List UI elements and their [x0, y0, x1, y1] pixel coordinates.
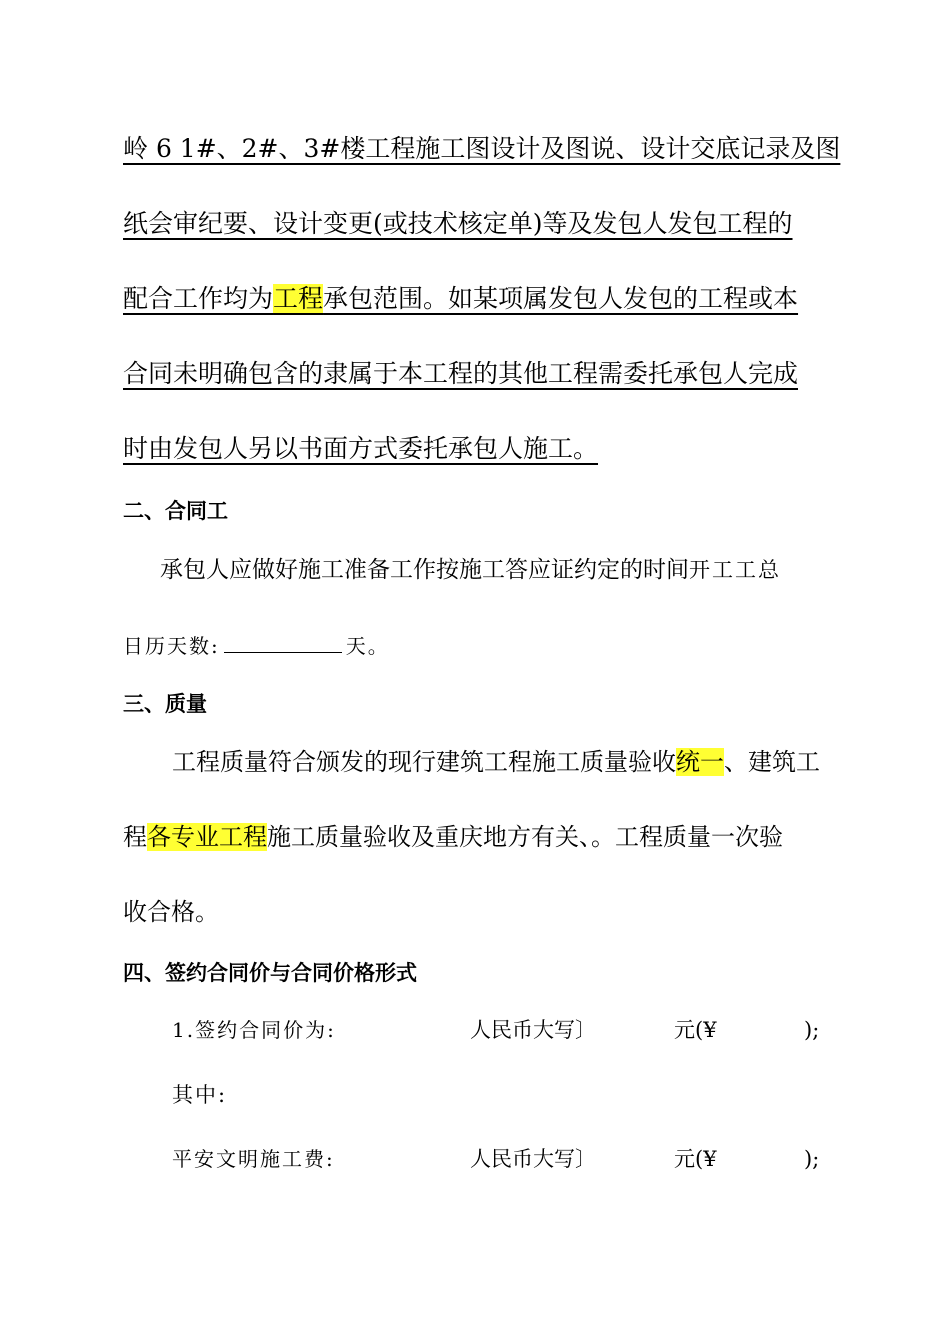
- duration-blank: [224, 632, 342, 653]
- safety-fee-daxie: 人民币大写〕: [470, 1147, 596, 1171]
- safety-fee-yuan: 元(¥: [674, 1147, 717, 1171]
- section-3-line-3: 收合格。: [123, 898, 219, 926]
- duration-label: 日历天数:: [123, 634, 220, 658]
- scope-line-1: 岭 6 1#、2#、3#楼工程施工图设计及图说、设计交底记录及图: [123, 134, 841, 163]
- section-2-para-line-2: [123, 629, 390, 663]
- contract-price-close: );: [804, 1018, 820, 1042]
- safety-fee-close: );: [804, 1147, 820, 1171]
- section-3-line-2-pre: 程: [123, 823, 147, 851]
- contract-price-daxie: 人民币大写〕: [470, 1018, 596, 1042]
- section-2-para-tail: 开工工总: [689, 558, 781, 582]
- section-2-heading: 二、合同工: [123, 499, 228, 523]
- qizhong-label: 其中:: [172, 1083, 228, 1107]
- scope-line-3: [123, 282, 798, 316]
- contract-price-label: 1.签约合同价为:: [172, 1018, 336, 1042]
- scope-line-4: 合同未明确包含的隶属于本工程的其他工程需委托承包人完成: [123, 359, 799, 388]
- section-2-para-main: 承包人应做好施工准备工作按施工答应证约定的时间: [160, 557, 689, 583]
- highlight-tongyi: 统一: [676, 748, 724, 776]
- highlight-ge-zhuanye: 各专业工程: [147, 823, 267, 851]
- safety-fee-row: [172, 1142, 832, 1176]
- section-4-heading: 四、签约合同价与合同价格形式: [123, 961, 417, 985]
- contract-price-row: [172, 1013, 832, 1047]
- section-2-para-line-1: [160, 553, 781, 587]
- section-3-line-1-pre: 工程质量符合颁发的现行建筑工程施工质量验收: [172, 748, 676, 776]
- contract-price-yuan: 元(¥: [674, 1018, 717, 1042]
- section-3-line-2-post: 施工质量验收及重庆地方有关、。工程质量一次验: [267, 823, 783, 851]
- section-3-heading: 三、质量: [123, 692, 207, 716]
- scope-line-3-pre: 配合工作均为: [123, 284, 274, 313]
- section-3-line-1-post: 、建筑工: [724, 748, 820, 776]
- safety-fee-label: 平安文明施工费:: [172, 1147, 335, 1171]
- scope-line-2: 纸会审纪要、设计变更(或技术核定单)等及发包人发包工程的: [123, 209, 793, 238]
- qizhong-row: [172, 1078, 832, 1112]
- section-3-line-2: [123, 820, 783, 854]
- scope-line-3-post: 承包范围。如某项属发包人发包的工程或本: [323, 284, 799, 313]
- duration-unit: 天。: [345, 634, 390, 658]
- scope-line-5: 时由发包人另以书面方式委托承包人施工。: [123, 434, 599, 463]
- section-3-line-1: [172, 745, 820, 779]
- highlight-gongcheng: 工程: [273, 284, 324, 313]
